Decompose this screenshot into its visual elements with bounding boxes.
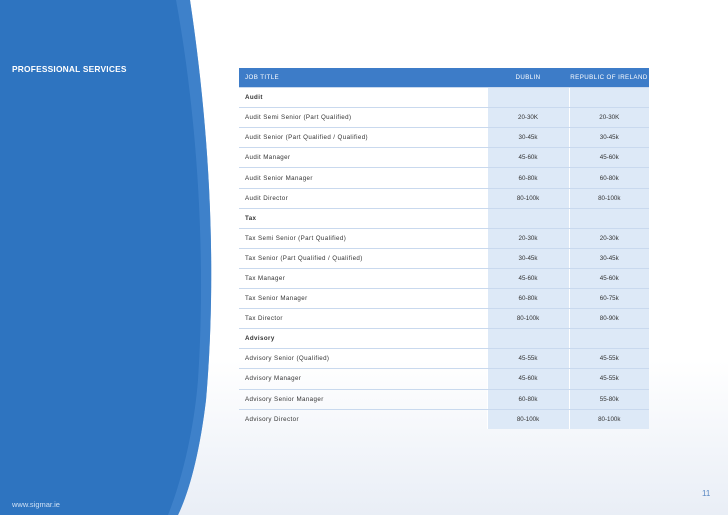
job-title-cell: Audit Senior (Part Qualified / Qualified) bbox=[239, 128, 487, 148]
dublin-salary-cell: 45-55k bbox=[487, 349, 569, 369]
dublin-salary-cell: 30-45k bbox=[487, 248, 569, 268]
roi-salary-cell bbox=[569, 208, 649, 228]
roi-salary-cell: 45-60k bbox=[569, 268, 649, 288]
roi-salary-cell: 60-80k bbox=[569, 168, 649, 188]
table-row bbox=[239, 409, 649, 429]
dublin-salary-cell: 80-100k bbox=[487, 409, 569, 429]
dublin-salary-cell bbox=[487, 208, 569, 228]
job-title-cell: Tax Senior Manager bbox=[239, 289, 487, 309]
job-title-cell: Audit bbox=[239, 88, 487, 108]
table-row bbox=[239, 309, 649, 329]
job-title-cell: Audit Director bbox=[239, 188, 487, 208]
roi-salary-cell: 30-45k bbox=[569, 248, 649, 268]
dublin-salary-cell bbox=[487, 329, 569, 349]
table-header-row bbox=[239, 68, 649, 88]
dublin-salary-cell: 20-30k bbox=[487, 228, 569, 248]
job-title-cell: Tax Manager bbox=[239, 268, 487, 288]
table-row bbox=[239, 148, 649, 168]
job-title-cell: Advisory Director bbox=[245, 415, 299, 423]
section-title: PROFESSIONAL SERVICES bbox=[12, 64, 127, 74]
roi-salary-cell: 60-75k bbox=[569, 289, 649, 309]
roi-salary-cell: 80-100k bbox=[569, 409, 649, 429]
dublin-salary-cell: 20-30K bbox=[487, 108, 569, 128]
table-group-row bbox=[239, 329, 649, 349]
column-header-dublin: DUBLIN bbox=[487, 68, 569, 88]
roi-salary-cell: 45-55k bbox=[569, 349, 649, 369]
dublin-salary-cell: 80-100k bbox=[487, 309, 569, 329]
dublin-salary-cell: 45-60k bbox=[487, 369, 569, 389]
table-row bbox=[239, 188, 649, 208]
table-row bbox=[239, 228, 649, 248]
column-header-job-title: JOB TITLE bbox=[239, 68, 487, 88]
table-row bbox=[239, 389, 649, 409]
website-link[interactable]: www.sigmar.ie bbox=[12, 500, 60, 509]
job-title-cell: Tax Senior (Part Qualified / Qualified) bbox=[239, 248, 487, 268]
roi-salary-cell: 80-100k bbox=[569, 188, 649, 208]
table-row bbox=[239, 369, 649, 389]
job-title-cell: Advisory bbox=[239, 329, 487, 349]
table-group-row bbox=[239, 208, 649, 228]
job-title-cell: Tax Semi Senior (Part Qualified) bbox=[239, 228, 487, 248]
sidebar-shape bbox=[0, 0, 230, 515]
job-title-cell: Tax Director bbox=[239, 309, 487, 329]
table-row bbox=[239, 108, 649, 128]
table-row bbox=[239, 268, 649, 288]
dublin-salary-cell: 45-60k bbox=[487, 268, 569, 288]
dublin-salary-cell: 60-80k bbox=[487, 289, 569, 309]
table-group-row bbox=[239, 88, 649, 108]
table-row bbox=[239, 289, 649, 309]
dublin-salary-cell: 60-80k bbox=[487, 168, 569, 188]
roi-salary-cell: 55-80k bbox=[569, 389, 649, 409]
roi-salary-cell: 80-90k bbox=[569, 309, 649, 329]
job-title-cell: Tax bbox=[239, 208, 487, 228]
job-title-cell: Audit Semi Senior (Part Qualified) bbox=[239, 108, 487, 128]
page-number: 11 bbox=[702, 489, 711, 498]
column-header-roi: REPUBLIC OF IRELAND bbox=[569, 68, 649, 88]
roi-salary-cell bbox=[569, 329, 649, 349]
roi-salary-cell: 30-45k bbox=[569, 128, 649, 148]
job-title-cell: Advisory Senior Manager bbox=[239, 389, 487, 409]
sidebar-band bbox=[0, 0, 230, 515]
roi-salary-cell: 20-30k bbox=[569, 228, 649, 248]
job-title-cell: Advisory Senior (Qualified) bbox=[239, 349, 487, 369]
dublin-salary-cell bbox=[487, 88, 569, 108]
roi-salary-cell bbox=[569, 88, 649, 108]
dublin-salary-cell: 30-45k bbox=[487, 128, 569, 148]
table-row bbox=[239, 128, 649, 148]
job-title-cell: Advisory Manager bbox=[239, 369, 487, 389]
dublin-salary-cell: 60-80k bbox=[487, 389, 569, 409]
dublin-salary-cell: 80-100k bbox=[487, 188, 569, 208]
dublin-salary-cell: 45-60k bbox=[487, 148, 569, 168]
table-row bbox=[239, 349, 649, 369]
table-row bbox=[239, 248, 649, 268]
roi-salary-cell: 45-55k bbox=[569, 369, 649, 389]
table-row bbox=[239, 168, 649, 188]
roi-salary-cell: 20-30K bbox=[569, 108, 649, 128]
job-title-cell: Audit Senior Manager bbox=[239, 168, 487, 188]
job-title-cell: Audit Manager bbox=[239, 148, 487, 168]
roi-salary-cell: 45-60k bbox=[569, 148, 649, 168]
salary-table bbox=[239, 68, 649, 429]
